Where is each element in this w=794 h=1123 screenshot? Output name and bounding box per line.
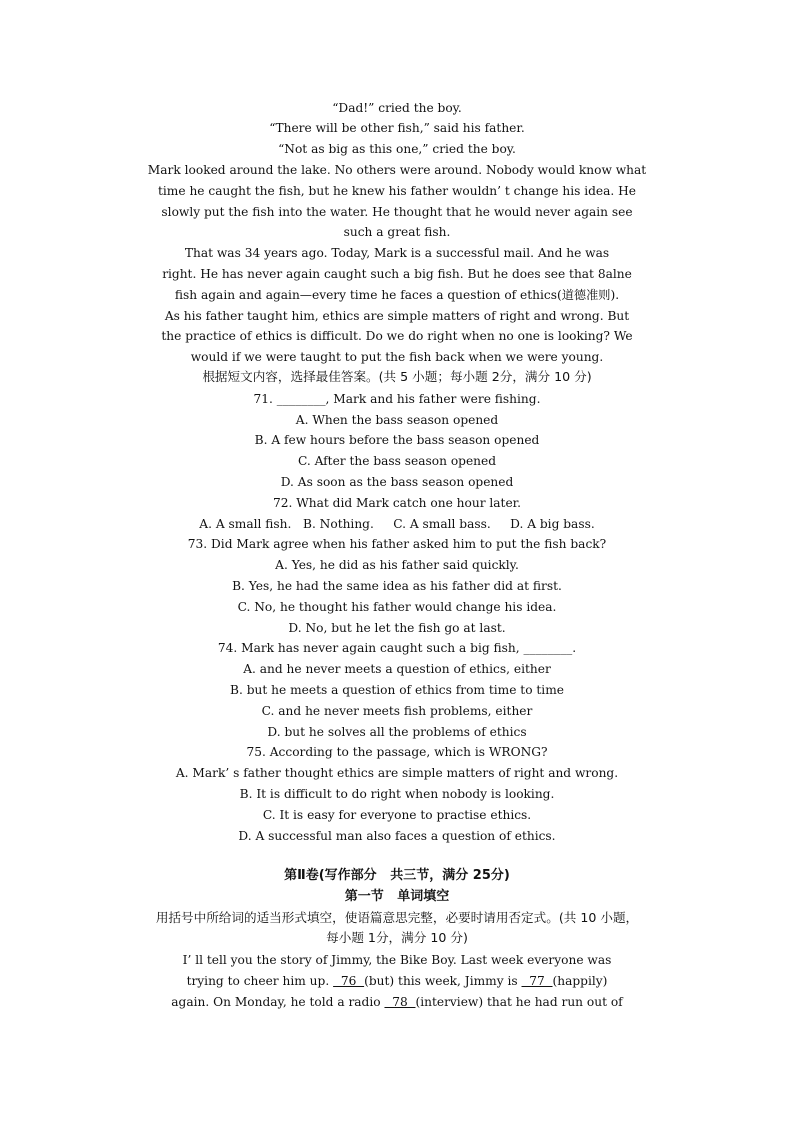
story-line: right. He has never again caught such a big fish. But he does see that 8alne <box>162 267 632 281</box>
reading-instruction: 根据短文内容，选择最佳答案。(共 5 小题；每小题 2分，满分 10 分) <box>202 369 592 384</box>
blank-77: 77 <box>521 974 553 988</box>
question-72-options: A. A small fish. B. Nothing. C. A small bass. D. A big bass. <box>199 517 595 531</box>
question-74-option-b: B. but he meets a question of ethics from time to time <box>230 683 564 697</box>
story-line: As his father taught him, ethics are simple matters of right and wrong. But <box>164 309 630 323</box>
question-75-option-a: A. Mark’ s father thought ethics are simple matters of right and wrong. <box>175 766 619 780</box>
question-75-stem: 75. According to the passage, which is WRONG? <box>246 745 548 759</box>
story-line: would if we were taught to put the fish back when we were young. <box>190 350 604 364</box>
blank-76: 76 <box>333 974 365 988</box>
section1-instruction: 用括号中所给词的适当形式填空，使语篇意思完整，必要时请用否定式。(共 10 小题， <box>155 910 639 925</box>
question-71-stem: 71. ________, Mark and his father were fishing. <box>253 392 541 406</box>
question-73-option-a: A. Yes, he did as his father said quickly. <box>275 558 519 572</box>
question-75-option-c: C. It is easy for everyone to practise ethics. <box>262 808 532 822</box>
story-line: such a great fish. <box>343 225 451 239</box>
passage-text: again. On Monday, he told a radio <box>171 995 385 1009</box>
story-line: slowly put the fish into the water. He thought that he would never again see <box>161 205 633 219</box>
question-73-option-d: D. No, but he let the fish go at last. <box>288 621 506 635</box>
question-73-option-b: B. Yes, he had the same idea as his father did at first. <box>232 579 562 593</box>
section1-instruction: 每小题 1分，满分 10 分) <box>326 930 468 945</box>
question-72-stem: 72. What did Mark catch one hour later. <box>272 496 522 510</box>
question-73-stem: 73. Did Mark agree when his father asked him to put the fish back? <box>187 537 607 551</box>
question-71-option-a: A. When the bass season opened <box>295 413 499 427</box>
question-74-stem: 74. Mark has never again caught such a big fish, ________. <box>217 641 577 655</box>
section1-title: 第一节 单词填空 <box>344 889 450 904</box>
story-line: “Dad!” cried the boy. <box>332 101 462 115</box>
story-line: fish again and again—every time he faces a question of ethics(道德准则). <box>174 288 620 302</box>
story-line: time he caught the fish, but he knew his father wouldn’ t change his idea. He <box>158 184 636 198</box>
passage-text: trying to cheer him up. <box>186 974 334 988</box>
part2-title: 第Ⅱ卷(写作部分 共三节，满分 25分) <box>284 868 510 883</box>
passage-text: (happily) <box>552 974 608 988</box>
passage-text: (interview) that he had run out of <box>415 995 623 1009</box>
passage-text: (but) this week, Jimmy is <box>364 974 522 988</box>
question-75-option-d: D. A successful man also faces a question of ethics. <box>238 829 556 843</box>
passage-line <box>0 994 794 1012</box>
story-line: Mark looked around the lake. No others were around. Nobody would know what <box>147 163 647 177</box>
question-73-option-c: C. No, he thought his father would change his idea. <box>237 600 557 614</box>
question-74-option-c: C. and he never meets fish problems, either <box>261 704 533 718</box>
question-71-option-d: D. As soon as the bass season opened <box>280 475 514 489</box>
story-line: “There will be other fish,” said his father. <box>269 121 525 135</box>
question-75-option-b: B. It is difficult to do right when nobody is looking. <box>239 787 555 801</box>
question-71-option-c: C. After the bass season opened <box>297 454 497 468</box>
story-line: “Not as big as this one,” cried the boy. <box>278 142 516 156</box>
blank-78: 78 <box>384 995 416 1009</box>
story-line: That was 34 years ago. Today, Mark is a successful mail. And he was <box>184 246 610 260</box>
story-line: the practice of ethics is difficult. Do we do right when no one is looking? We <box>161 329 633 343</box>
question-74-option-a: A. and he never meets a question of ethics, either <box>243 662 551 676</box>
passage-line: I’ ll tell you the story of Jimmy, the Bike Boy. Last week everyone was <box>182 953 612 967</box>
question-74-option-d: D. but he solves all the problems of ethics <box>267 725 527 739</box>
passage-line <box>0 973 794 991</box>
question-71-option-b: B. A few hours before the bass season opened <box>254 433 540 447</box>
